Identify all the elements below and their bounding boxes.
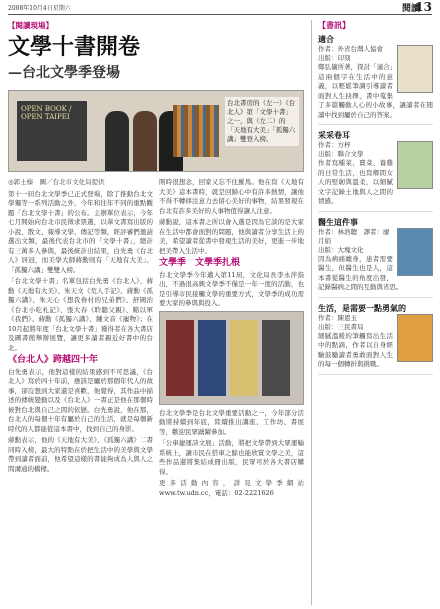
photo-banner: OPEN BOOK / OPEN TAIPEI <box>17 101 87 161</box>
kicker: 【閱讀現場】 <box>8 21 53 30</box>
book-cover <box>397 228 433 276</box>
book-entry <box>318 34 433 125</box>
paragraph: 白先勇表示，他對這樣的結果感到不可思議，《台北人》寫於四十年前，應該是屬於那個年代人的故事，卻沒想到大家還是喜歡，他覺得，其作品中描述的傳統變動以及《台北人》一書正是他在那個時候對台北與自己之間的依戀。白先勇說，他在那，台北人的每個十年有屬於自己的生活，就是每個新時代的人都能從這本書中，找到自己的身影。 <box>8 367 153 433</box>
book-cover <box>198 320 226 396</box>
book-title: 生活，是需要一點勇氣的 <box>318 302 406 313</box>
event-photo <box>8 90 304 172</box>
book-publisher: 出版：印刻 <box>318 54 351 62</box>
person-figure <box>133 111 157 171</box>
book-entry <box>318 130 433 212</box>
book-author: 作者：陳恩玉 <box>318 313 357 322</box>
book-news-sidebar <box>311 20 433 605</box>
book-author: 作者：林浩聰 譯者：廖月娟 <box>318 227 390 245</box>
book-entry <box>318 303 433 375</box>
photo-caption: 台北書房的（左一）《台北人》第「文學十書」之一，與（左二）的「天地有大美」「孤獨六講」雙登入榜。 <box>225 97 299 146</box>
book-cover <box>397 314 433 362</box>
paragraph: 台北文學季是台北文學重要活動之一，今年部分活動將持續到年底，陸續推出講座、工作坊、書展等，歡迎民眾踴躍參加。 <box>159 408 304 436</box>
headline: 文學十書開卷 <box>8 34 141 60</box>
book-publisher: 出版：三民書局 <box>318 322 364 331</box>
section-heading: 《台北人》跨越四十年 <box>8 355 99 365</box>
book-publisher: 出版：聯合文學 <box>318 150 364 158</box>
paragraph: 「台北文學十書」名單包括白先勇《台北人》、蔣勳《天地有大美》、朱天文《荒人手記》、蔣勳《孤獨六講》、朱天心《想我眷村的兄弟們》、舒國治《台北小吃札記》、張大春《聆聽父親》、駱以軍《我們》、蔣勳《孤獨六講》、鍾文音《寵物》；在10月起將年度「台北文學十書」獲得者在各大書店及圖書館舉辦展覽，讓更多讀者親近好書中的台北。 <box>8 277 153 352</box>
book-publisher: 出版：大塊文化 <box>318 245 364 254</box>
paragraph: 開時很想念，回家又忘不住羅馬。他在寫《天地有大美》這本書時，就是回歸心中有許多熱情，讓他不得不轉移注意力去留心美好的事物，結果發現在台北有許多美好的人事物值得讓人注意。 <box>159 178 304 215</box>
date: 2008年10月4日星期六 <box>8 5 71 12</box>
book-cover <box>166 320 194 396</box>
subhead: —台北文學季登場 <box>8 65 120 81</box>
book-entry <box>318 217 433 298</box>
section-heading: 文學季 文學季扎根 <box>159 258 241 268</box>
book-description: 因為病痛纏身，患者需要醫生，但醫生也是人，這本書從醫生的角度出發，記錄醫病之間的互動與省思。 <box>318 254 403 291</box>
book-cover <box>230 320 258 396</box>
book-cover <box>262 320 290 396</box>
book-description: 作者寫種菜、賣菜、養雞的日常生活，也寫鄉間女人的堅韌與溫柔，以細膩文字記錄土地與人之間的情感。 <box>318 159 393 205</box>
book-cover <box>397 141 433 189</box>
book-description: 細膩溫暖的筆觸寫出生活中的點滴，作者以自身經驗鼓勵讀者勇敢面對人生的每一個轉折與挑戰。 <box>318 331 393 368</box>
bookshelf-graphic <box>173 105 219 157</box>
book-author: 作者：方梓 <box>318 141 351 149</box>
main-article <box>8 20 304 605</box>
book-title: 采采卷耳 <box>318 130 350 140</box>
sidebar-tag: 【書訊】 <box>318 20 350 30</box>
book-description: 鄭弘儀所著，探討「適合」這兩個字在生活中的意義，以輕鬆筆調引導讀者面對人生抉擇，書中蒐集了多篇觸動人心的小故事，讓讀者在閱讀中找到屬於自己的答案。 <box>318 63 433 119</box>
page-number: 13 <box>415 0 432 14</box>
book-author: 作者：外省台灣人協會 <box>318 45 383 53</box>
column-2 <box>159 178 304 605</box>
paragraph: 台北文學季今年邁入第11屆，文化局長李永萍指出，不過很高興文學季不僅是一年一度的活動，也是引導市民接觸文學的重要方式，文學季的成功需要大家的參與與投入。 <box>159 270 304 307</box>
event-info: 更多活動內容，詳見文學季網站 www.tw.udn.cc，電話：02-2221626 <box>159 479 304 497</box>
paragraph: 蔣勳說，這本書之所以會入選是因為它談的是大家在生活中都會面對的問題，他與讀者分享生活上的美，希望讀者從書中發現生活的美好，更進一步地把美帶入生活中。 <box>159 218 304 255</box>
book-title: 適合 <box>318 34 334 44</box>
book-cover <box>397 45 433 93</box>
books-photo <box>159 311 304 405</box>
person-figure <box>105 111 129 171</box>
section-tag: 閱讀 <box>401 4 420 14</box>
column-1 <box>8 178 153 605</box>
paragraph: 第十一屆台北文學季已正式登場，除了推動台北文學獨等一系列活動之外，今年和往年不同的重點觀題「台北文學十書」的公布。主辦單位表示，今年七月開始向台北市民徵求票選，以華文書寫出版的小說、散文、報導文學、傳記等類，經評審們邀請選出文類，最後代表台北市的「文學十書」，總計有三萬多人參與，最後統計出結果，白先勇《台北人》居冠，而美學大師蔣勳則有「天地有大美」、「孤獨六講」雙雙入榜。 <box>8 189 153 274</box>
book-title: 醫生這件事 <box>318 216 358 227</box>
paragraph: 「公車捷運詩文展」活動，將把文學帶到大眾運輸系統上，讓市民在搭車之餘也能欣賞文學之美，這些作品還將集結成冊出版，民眾可於各大書店購得。 <box>159 439 304 476</box>
byline: ◎郭士榛 圖／台北市文化局提供 <box>8 178 105 186</box>
top-rule <box>8 14 432 15</box>
paragraph: 蔣勳表示，他的《天地有大美》、《孤獨六講》二書同時入榜，最大的特點在於把生活中的美學與文學帶到讀者面前，他希望這樣的書能夠成為人與人之間溝通的橋樑。 <box>8 436 153 473</box>
